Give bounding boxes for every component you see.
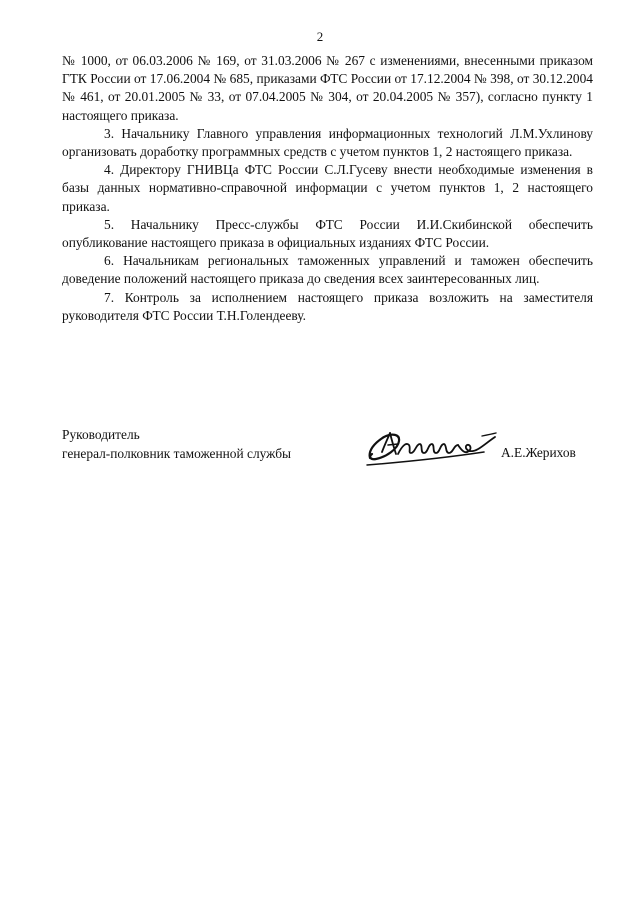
paragraph-item-6: 6. Начальникам региональных таможенных управлений и таможен обеспечить доведение положений настоящего приказа до сведения всех заинтересованных лиц. [62,253,593,287]
paragraph-item-5: 5. Начальнику Пресс-службы ФТС России И.И.Скибинской обеспечить опубликование настоящего приказа в официальных изданиях ФТС России. [62,216,593,251]
position-title: Руководитель [62,427,140,442]
document-body [62,52,593,325]
signer-name: А.Е.Жерихов [501,445,576,460]
paragraph-continuation: № 1000, от 06.03.2006 № 169, от 31.03.2006 № 267 с изменениями, внесенными приказом ГТК России от 17.06.2004 № 685, приказами ФТС России от 17.12.2004 № 398, от 30.12.2004 № 461, от 20.01.2005 № 33, от 07.04.2005 № 304, от 20.04.2005 № 357), согласно пункту 1 настоящего приказа. [62,53,593,123]
paragraph-item-7: 7. Контроль за исполнением настоящего приказа возложить на заместителя руководителя ФТС России Т.Н.Голендееву. [62,289,593,323]
paragraph-item-4: 4. Директору ГНИВЦа ФТС России С.Л.Гусеву внести необходимые изменения в базы данных нормативно-справочной информации с учетом пунктов 1, 2 настоящего приказа. [62,162,593,214]
position-rank: генерал-полковник таможенной службы [62,445,292,461]
handwritten-signature-icon [364,424,500,470]
paragraph-item-3: 3. Начальнику Главного управления информационных технологий Л.М.Ухлинову организовать доработку программных средств с учетом пунктов 1, 2 настоящего приказа. [62,125,593,160]
page-number: 2 [316,29,324,44]
signatory-position [62,426,291,463]
